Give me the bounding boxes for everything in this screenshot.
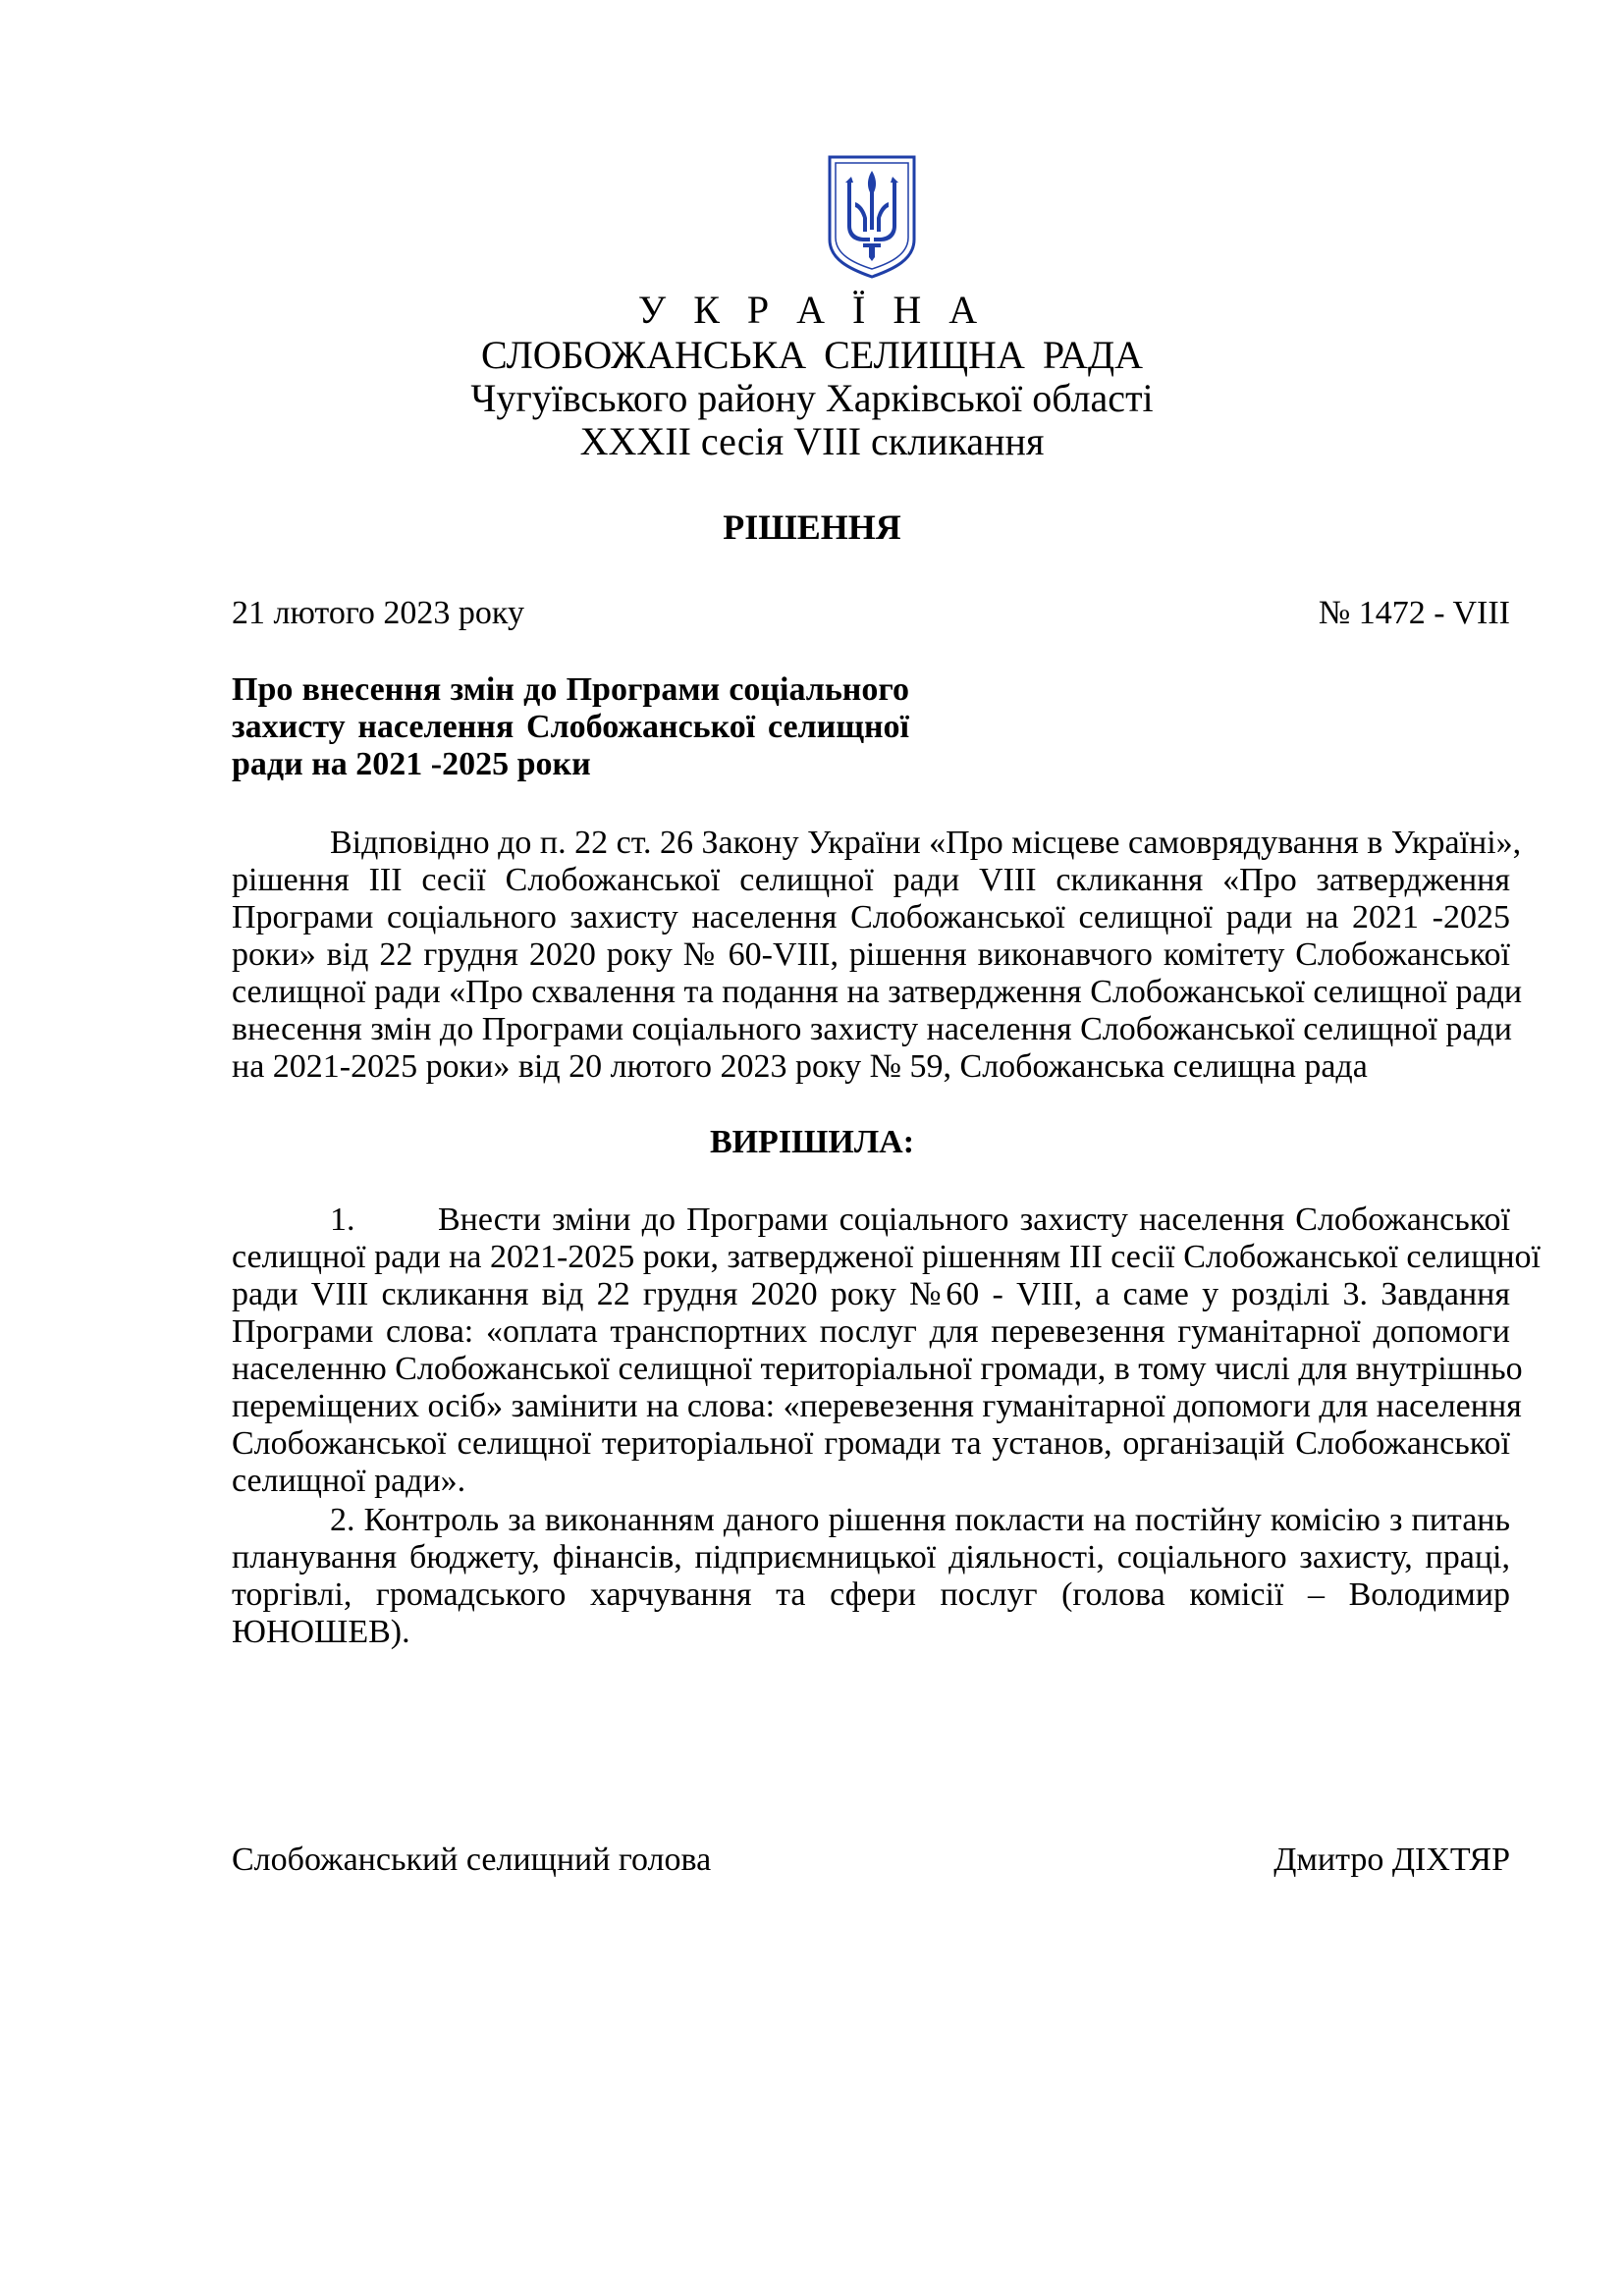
signatory-name: Дмитро ДІХТЯР — [1273, 1842, 1510, 1878]
subject-line: Про внесення змін до Програми соціального — [232, 671, 909, 708]
text-line: ЮНОШЕВ). — [232, 1614, 410, 1650]
text-line: ради VIII скликання від 22 грудня 2020 року №60 - VIII, а саме у розділі 3. Завдання — [232, 1276, 1510, 1312]
text-line: населенню Слобожанської селищної територіальної громади, в тому числі для внутрішньо — [232, 1351, 1523, 1387]
council-name: СЛОБОЖАНСЬКА СЕЛИЩНА РАДА — [480, 333, 1144, 377]
district-name: Чугуївського району Харківської області — [470, 376, 1154, 420]
item-number: 1. — [330, 1201, 355, 1238]
text-line: Програми соціального захисту населення Слобожанської селищної ради на 2021 -2025 — [232, 899, 1510, 935]
resolution-item-2 — [232, 1502, 1510, 1651]
text-line: 2. Контроль за виконанням даного рішення покласти на постійну комісію з питань — [330, 1502, 1510, 1538]
document-title: РІШЕННЯ — [723, 507, 901, 547]
subject-line: ради на 2021 -2025 роки — [232, 746, 591, 782]
text-line: роки» від 22 грудня 2020 року № 60-VIII, рішення виконавчого комітету Слобожанської — [232, 936, 1510, 973]
text-line: внесення змін до Програми соціального захисту населення Слобожанської селищної ради — [232, 1011, 1512, 1047]
text-line: рішення III сесії Слобожанської селищної ради VIII скликання «Про затвердження — [232, 862, 1510, 898]
text-line: селищної ради». — [232, 1463, 466, 1499]
country-name: У К Р А Ї Н А — [637, 288, 987, 332]
text-line: селищної ради на 2021-2025 роки, затвердженої рішенням III сесії Слобожанської селищної — [232, 1239, 1542, 1275]
coat-of-arms-icon — [826, 153, 918, 281]
session-name: XXXII сесія VIII скликання — [579, 419, 1045, 463]
text-line: Слобожанської селищної територіальної громади та установ, організацій Слобожанської — [232, 1425, 1510, 1462]
decision-date: 21 лютого 2023 року — [232, 595, 524, 631]
text-line: Відповідно до п. 22 ст. 26 Закону України «Про місцеве самоврядування в Україні», — [330, 825, 1522, 861]
text-line: селищної ради «Про схвалення та подання на затвердження Слобожанської селищної ради — [232, 974, 1523, 1010]
text-line: Програми слова: «оплата транспортних послуг для перевезення гуманітарної допомоги — [232, 1313, 1510, 1350]
resolution-item-1 — [232, 1201, 1542, 1500]
subject-line: захисту населення Слобожанської селищної — [232, 709, 909, 745]
preamble-paragraph — [232, 825, 1523, 1086]
decision-subject — [232, 671, 909, 783]
resolved-heading: ВИРІШИЛА: — [709, 1124, 915, 1160]
text-line: планування бюджету, фінансів, підприємницької діяльності, соціального захисту, праці, — [232, 1539, 1510, 1575]
text-line: на 2021-2025 роки» від 20 лютого 2023 року № 59, Слобожанська селищна рада — [232, 1048, 1368, 1085]
text-line — [232, 1201, 1510, 1239]
text-line: переміщених осіб» замінити на слова: «перевезення гуманітарної допомоги для населення — [232, 1388, 1522, 1424]
item-text: Внести зміни до Програми соціального захисту населення Слобожанської — [438, 1201, 1510, 1238]
decision-number: № 1472 - VIII — [1318, 595, 1510, 631]
signatory-position: Слобожанський селищний голова — [232, 1842, 712, 1878]
text-line: торгівлі, громадського харчування та сфери послуг (голова комісії – Володимир — [232, 1576, 1510, 1613]
